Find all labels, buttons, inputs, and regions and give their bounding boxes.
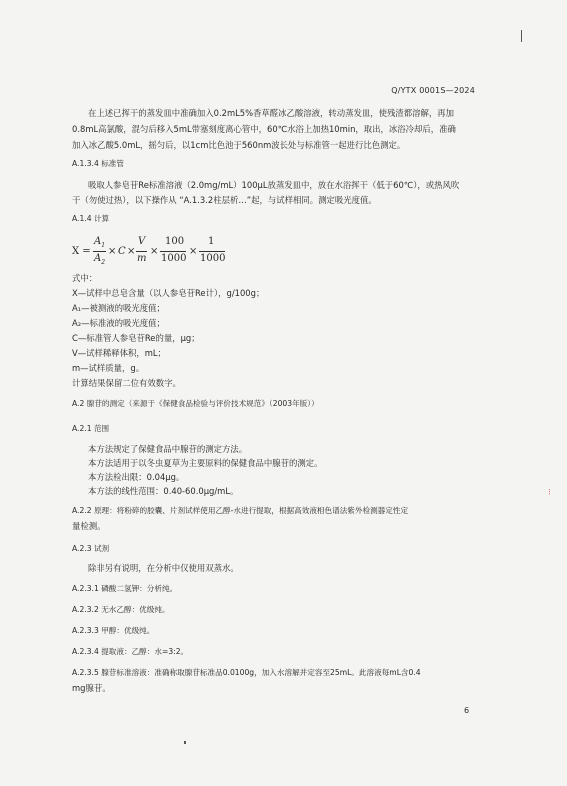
scope-line: 本方法适用于以冬虫夏草为主要原料的保健食品中腺苷的测定。 bbox=[88, 458, 323, 468]
formula-m: m bbox=[137, 253, 147, 264]
paragraph-line: 加入冰乙酸5.0mL，摇匀后，以1cm比色池于560nm波长处与标准管一起进行比色测定。 bbox=[72, 140, 406, 150]
formula-times: × bbox=[189, 246, 198, 257]
definition-line: 式中： bbox=[72, 273, 98, 283]
section-heading: A.2 腺苷的测定（来源于《保健食品检验与评价技术规范》（2003年版）） bbox=[72, 399, 319, 408]
reagent-note: 除非另有说明，在分析中仅使用双蒸水。 bbox=[88, 563, 239, 573]
formula-lhs: X = bbox=[72, 246, 91, 257]
principle-line: A.2.2 原理：将粉碎的胶囊、片剂试样使用乙醇-水进行提取，根据高效液相色谱法紫外检测器定性定 bbox=[72, 506, 409, 515]
formula-1: 1 bbox=[208, 236, 215, 247]
formula-a2-symbol: A bbox=[94, 253, 102, 264]
reagent-item: A.2.3.4 提取液：乙醇：水=3:2。 bbox=[72, 647, 189, 656]
reagent-item: A.2.3.3 甲醇：优级纯。 bbox=[72, 626, 155, 635]
formula-1000a: 1000 bbox=[161, 253, 187, 264]
definition-line: C—标准管人参皂苷Re的量，μg； bbox=[72, 333, 200, 343]
fraction-bar bbox=[93, 251, 106, 252]
paragraph-line: 吸取人参皂苷Re标准溶液（2.0mg/mL）100μL放蒸发皿中，放在水浴挥干（低于60℃），或热风吹 bbox=[88, 180, 460, 190]
fraction-bar bbox=[199, 251, 225, 252]
principle-line: 量检测。 bbox=[72, 521, 106, 531]
page-number: 6 bbox=[464, 706, 470, 715]
formula-times: × bbox=[150, 246, 159, 257]
formula-v: V bbox=[138, 236, 146, 247]
formula-times: × bbox=[108, 246, 117, 257]
document-code: Q/YTX 0001S—2024 bbox=[391, 86, 475, 95]
definition-line: 计算结果保留二位有效数字。 bbox=[72, 378, 181, 388]
section-heading: A.1.4 计算 bbox=[72, 214, 110, 223]
paragraph-line: 在上述已挥干的蒸发皿中准确加入0.2mL5%香草醛冰乙酸溶液，转动蒸发皿，使残渣都溶解，再加 bbox=[88, 108, 455, 118]
bottom-tick bbox=[184, 741, 186, 744]
scope-line: 本方法检出限：0.04μg。 bbox=[88, 472, 185, 482]
scope-line: 本方法规定了保健食品中腺苷的测定方法。 bbox=[88, 444, 248, 454]
reagent-item: A.2.3.2 无水乙醇：优级纯。 bbox=[72, 605, 170, 614]
definition-line: X—试样中总皂含量（以人参皂苷Re计），g/100g； bbox=[72, 288, 265, 298]
formula-a2 bbox=[94, 253, 105, 266]
definition-line: A₂—标准液的吸光度值； bbox=[72, 318, 165, 328]
definition-line: V—试样稀释体积，mL； bbox=[72, 348, 166, 358]
fraction-bar bbox=[136, 251, 147, 252]
formula-a1 bbox=[94, 236, 105, 249]
reagent-item: mg腺苷。 bbox=[72, 683, 111, 693]
margin-mark: ⁝ bbox=[548, 488, 551, 498]
formula-a1-subscript: 1 bbox=[101, 242, 106, 249]
formula-times: × bbox=[127, 246, 136, 257]
top-right-tick bbox=[521, 30, 522, 42]
paragraph-line: 干（勿使过热），以下操作从 “A.1.3.2柱层析…”起，与试样相同。测定吸光度值。 bbox=[72, 195, 377, 205]
formula-100: 100 bbox=[165, 236, 185, 247]
formula-c: C bbox=[118, 246, 126, 257]
formula-a2-subscript: 2 bbox=[101, 259, 106, 266]
scope-line: 本方法的线性范围：0.40-60.0μg/mL。 bbox=[88, 486, 239, 496]
reagent-item: A.2.3.5 腺苷标准溶液：准确称取腺苷标准品0.0100g，加入水溶解并定容至25mL。此溶液每mL含0.4 bbox=[72, 668, 421, 677]
section-heading: A.2.3 试剂 bbox=[72, 544, 110, 553]
paragraph-line: 0.8mL高氯酸，混匀后移入5mL带塞刻度离心管中，60℃水浴上加热10min，取出，冰浴冷却后，准确 bbox=[72, 124, 456, 134]
definition-line: A₁—被测液的吸光度值； bbox=[72, 303, 165, 313]
definition-line: m—试样质量，g。 bbox=[72, 363, 145, 373]
section-heading: A.1.3.4 标准管 bbox=[72, 159, 124, 168]
section-heading: A.2.1 范围 bbox=[72, 424, 110, 433]
reagent-item: A.2.3.1 磷酸二氢钾：分析纯。 bbox=[72, 584, 178, 593]
formula-a1-symbol: A bbox=[94, 236, 102, 247]
formula-1000b: 1000 bbox=[200, 253, 226, 264]
fraction-bar bbox=[160, 251, 186, 252]
